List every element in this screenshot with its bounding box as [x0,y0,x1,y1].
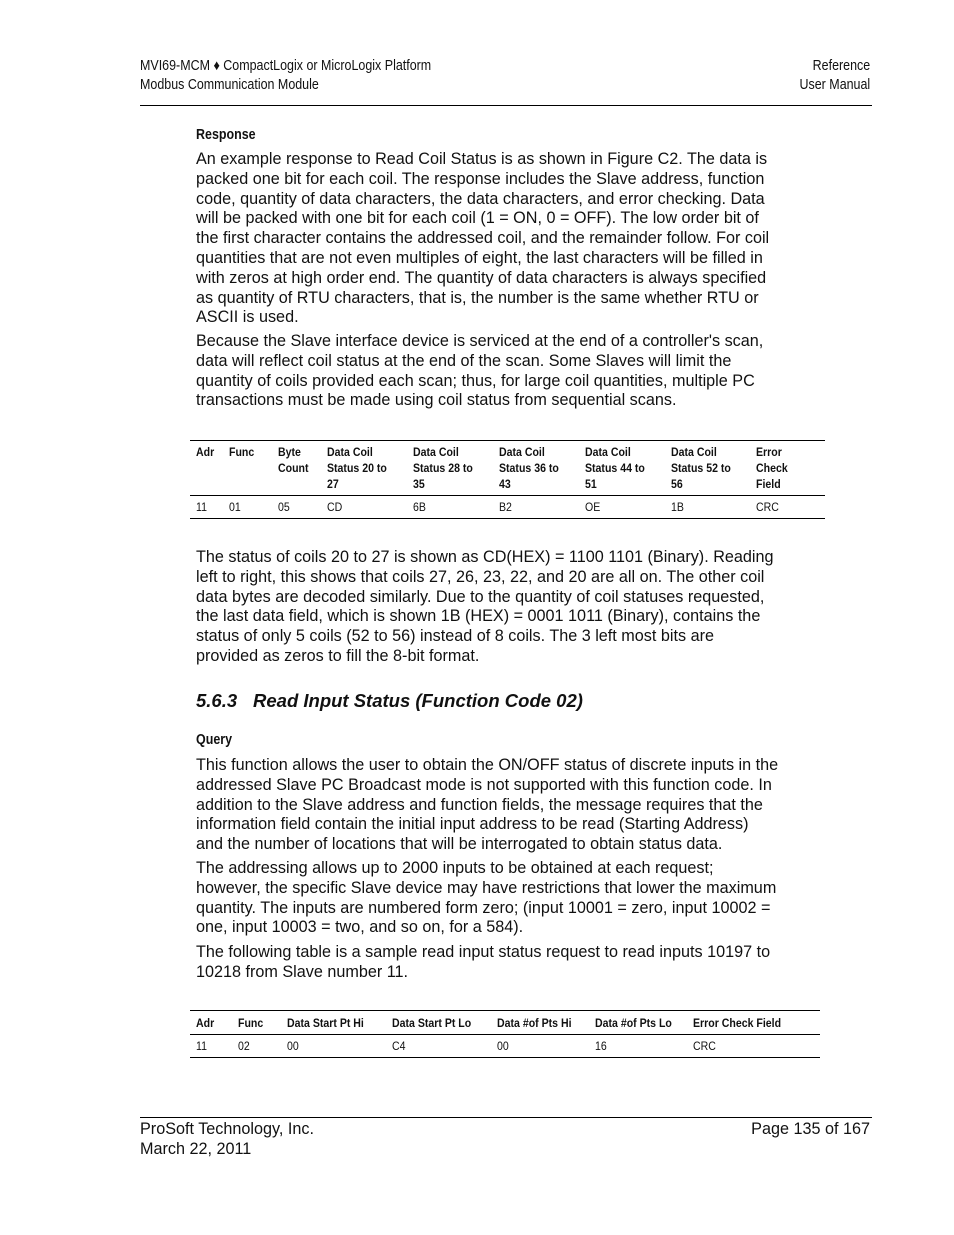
text-line: status of only 5 coils (52 to 56) instead of 8 coils. The 3 left most bits are [196,627,714,646]
text-line: one, input 10003 = two, and so on, for a 584). [196,918,524,937]
text-line: will be packed with one bit for each coil (1 = ON, 0 = OFF). The low order bit of [196,209,759,228]
text-line: with zeros at high order end. The quantity of data characters is always specified [196,268,767,287]
text-line: Because the Slave interface device is serviced at the end of a controller's scan, [196,332,764,350]
table1-top-rule [190,440,825,441]
table-header-row [196,1015,813,1031]
text-line: provided as zeros to fill the 8-bit format. [196,646,480,665]
table-cell: CRC [756,500,779,514]
response-heading: Response [196,127,256,143]
query-paragraph-2 [196,859,821,938]
table-header-cell: Data #of Pts Lo [595,1016,672,1030]
table-cell: 11 [196,1039,207,1053]
header-product-title: MVI69-MCM ♦ CompactLogix or MicroLogix Platform [140,58,432,74]
table-cell: 00 [287,1039,299,1053]
header-rule [140,105,872,106]
coil-status-response-table-body [196,499,816,515]
query-paragraph-3 [196,943,821,983]
text-line: however, the specific Slave device may have restrictions that lower the maximum [196,878,777,897]
table1-header-rule [190,495,825,496]
section-title: Read Input Status (Function Code 02) [253,690,583,711]
section-heading [196,690,583,712]
query-paragraph-1 [196,756,821,855]
table-cell: 6B [413,500,426,514]
text-line: transactions must be made using coil status from sequential scans. [196,391,677,410]
table-cell: CRC [693,1039,716,1053]
text-line: quantity of coils provided each scan; thus, for large coil quantities, multiple PC [196,371,755,390]
table-cell: 05 [278,500,290,514]
header-section: Reference [812,58,870,74]
table-header-cell: Error Check Field [756,445,788,491]
text-line: addressed Slave PC Broadcast mode is not supported with this function code. In [196,775,772,794]
header-module-title: Modbus Communication Module [140,77,319,93]
table-header-cell: Func [229,445,255,459]
header-left [140,57,431,95]
text-line: 10218 from Slave number 11. [196,962,409,981]
coil-status-response-table [196,444,816,492]
text-line: This function allows the user to obtain the ON/OFF status of discrete inputs in the [196,756,779,774]
text-line: The status of coils 20 to 27 is shown as CD(HEX) = 1100 1101 (Binary). Reading [196,548,774,566]
table-cell: C4 [392,1039,406,1053]
table-header-cell: Data Coil Status 28 to 35 [413,445,473,491]
table-cell: OE [585,500,601,514]
table2-bottom-rule [190,1057,820,1058]
table-cell: B2 [499,500,512,514]
table-header-cell: Data Start Pt Hi [287,1016,364,1030]
footer-date: March 22, 2011 [140,1139,252,1158]
text-line: data will reflect coil status at the end of the scan. Some Slaves will limit the [196,351,732,370]
text-line: left to right, this shows that coils 27, 26, 23, 22, and 20 are all on. The other coil [196,567,765,586]
footer-company: ProSoft Technology, Inc. [140,1120,314,1138]
text-line: the first character contains the addressed coil, and the remainder follow. For coil [196,229,770,248]
text-line: quantities that are not even multiples of eight, the last characters will be filled in [196,248,763,267]
table-header-cell: Adr [196,445,215,459]
table-header-cell: Data Coil Status 52 to 56 [671,445,731,491]
text-line: information field contain the initial input address to be read (Starting Address) [196,815,749,834]
table-header-cell: Data Coil Status 20 to 27 [327,445,387,491]
table-cell: 16 [595,1039,607,1053]
footer-rule [140,1117,872,1118]
table-cell: 1B [671,500,684,514]
coil-status-explanation [196,548,821,667]
footer-page-number: Page 135 of 167 [751,1120,870,1138]
text-line: addition to the Slave address and function fields, the message requires that the [196,795,763,814]
table-row [196,1038,813,1054]
read-input-status-query-table-body [196,1038,813,1054]
table-cell: 00 [497,1039,509,1053]
text-line: The following table is a sample read input status request to read inputs 10197 to [196,943,771,961]
footer-left [140,1120,314,1159]
table2-header-rule [190,1034,820,1035]
table-cell: CD [327,500,343,514]
response-paragraph-1 [196,150,821,328]
table-header-cell: Adr [196,1016,215,1030]
text-line: The addressing allows up to 2000 inputs to be obtained at each request; [196,859,714,877]
table-row [196,499,816,515]
table-header-cell: Data #of Pts Hi [497,1016,572,1030]
text-line: as quantity of RTU characters, that is, the number is the same whether RTU or [196,288,759,307]
table-cell: 02 [238,1039,250,1053]
read-input-status-query-table [196,1015,813,1031]
text-line: ASCII is used. [196,308,299,327]
table-header-row [196,444,816,492]
table-cell: 11 [196,500,207,514]
header-right [799,57,870,95]
table-header-cell: Byte Count [278,445,309,475]
text-line: and the number of locations that will be interrogated to obtain status data. [196,835,723,854]
table-header-cell: Func [238,1016,264,1030]
table-cell: 01 [229,500,241,514]
text-line: packed one bit for each coil. The response includes the Slave address, function [196,169,765,188]
table-header-cell: Data Coil Status 36 to 43 [499,445,559,491]
table1-bottom-rule [190,518,825,519]
header-doc-type: User Manual [799,77,870,93]
table-header-cell: Data Start Pt Lo [392,1016,472,1030]
table-header-cell: Error Check Field [693,1016,782,1030]
text-line: code, quantity of data characters, the data characters, and error checking. Data [196,189,765,208]
text-line: An example response to Read Coil Status is as shown in Figure C2. The data is [196,150,768,168]
text-line: the last data field, which is shown 1B (HEX) = 0001 1011 (Binary), contains the [196,607,761,626]
text-line: quantity. The inputs are numbered form zero; (input 10001 = zero, input 10002 = [196,898,771,917]
query-heading: Query [196,732,233,748]
section-number: 5.6.3 [196,690,238,711]
text-line: data bytes are decoded similarly. Due to the quantity of coil statuses requested, [196,587,765,606]
response-paragraph-2 [196,332,821,411]
table2-top-rule [190,1010,820,1011]
table-header-cell: Data Coil Status 44 to 51 [585,445,645,491]
